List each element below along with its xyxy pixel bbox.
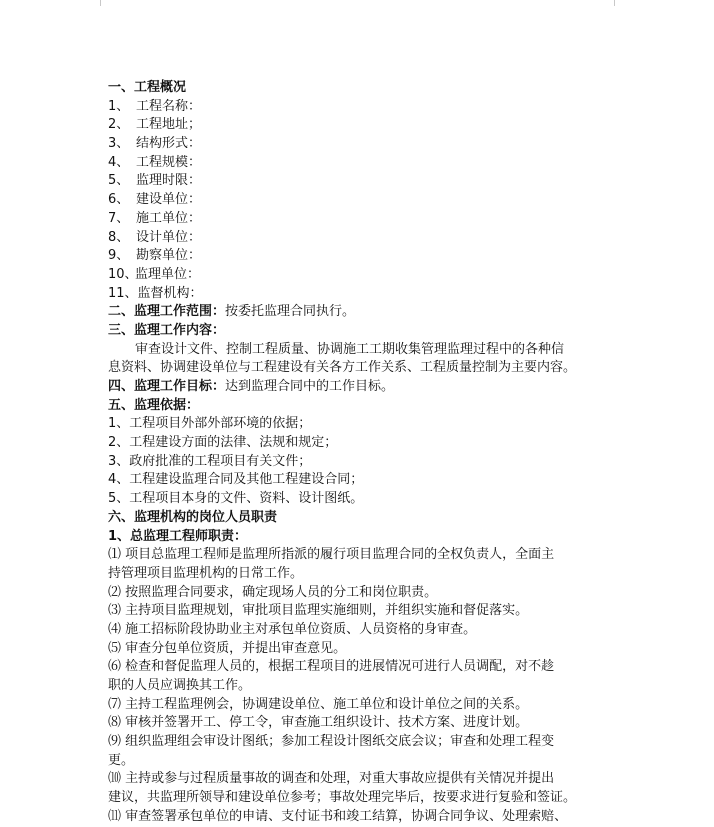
- document-body: [108, 79, 618, 827]
- paragraph-line: ⑺ 主持工程监理例会，协调建设单位、施工单位和设计单位之间的关系。: [108, 696, 529, 712]
- list-item: [108, 172, 618, 191]
- page-corner-mark-right: [614, 0, 627, 6]
- paragraph-line: ⑼ 组织监理组会审设计图纸；参加工程设计图纸交底会议；审查和处理工程变: [108, 734, 555, 750]
- list-item: 1、工程项目外部外部环境的依据；: [108, 416, 312, 432]
- list-item-number: 9、: [108, 248, 130, 264]
- list-item-text: 工程规模：: [136, 154, 202, 170]
- list-item: 5、工程项目本身的文件、资料、设计图纸。: [108, 491, 364, 507]
- list-item-text: 设计单位：: [136, 229, 202, 245]
- list-item: [108, 135, 618, 154]
- paragraph-line: ⑴ 项目总监理工程师是监理所指派的履行项目监理合同的全权负责人，全面主: [108, 547, 555, 563]
- section-heading-overview: 一、工程概况: [108, 80, 187, 95]
- paragraph-line: 审查设计文件、控制工程质量、协调施工工期收集管理监理过程中的各种信: [135, 341, 565, 357]
- list-item: [108, 116, 618, 135]
- list-item-text: 施工单位：: [136, 210, 202, 226]
- list-item-number: 2、: [108, 117, 130, 133]
- paragraph-line: 持管理项目监理机构的日常工作。: [108, 565, 304, 581]
- paragraph-line: 更。: [108, 752, 135, 768]
- list-item-number: 10、: [108, 266, 138, 282]
- list-item-number: 3、: [108, 136, 130, 152]
- section-scope-text: 按委托监理合同执行。: [225, 304, 356, 320]
- section-heading-scope: 二、监理工作范围：: [108, 304, 226, 320]
- list-item: 2、工程建设方面的法律、法规和规定；: [108, 435, 338, 451]
- list-item: [108, 98, 618, 117]
- list-item-number: 1、: [108, 98, 130, 114]
- paragraph-line: ⑶ 主持项目监理规划，审批项目监理实施细则，并组织实施和督促落实。: [108, 603, 529, 619]
- list-item: [108, 266, 618, 285]
- list-item: [108, 285, 618, 304]
- paragraph-line: 职的人员应调换其工作。: [108, 678, 252, 693]
- list-item-number: 7、: [108, 210, 130, 226]
- section-scope: [108, 303, 618, 322]
- list-item: 4、工程建设监理合同及其他工程建设合同；: [108, 472, 364, 488]
- list-item-number: 8、: [108, 229, 130, 245]
- list-item-number: 5、: [108, 173, 130, 189]
- section-goal: [108, 378, 618, 397]
- list-item: [108, 229, 618, 248]
- list-item: [108, 247, 618, 266]
- paragraph-line: ⑵ 按照监理合同要求，确定现场人员的分工和岗位职责。: [108, 584, 438, 600]
- list-item-text: 监督机构：: [137, 285, 203, 301]
- paragraph-line: 建议，共监理所领导和建设单位参考；事故处理完毕后，按要求进行复验和签证。: [108, 790, 577, 806]
- paragraph-line: ⑷ 施工招标阶段协助业主对承包单位资质、人员资格的身审查。: [108, 621, 477, 637]
- section-goal-text: 达到监理合同中的工作目标。: [225, 379, 395, 394]
- section-heading-duties: 六、监理机构的岗位人员职责: [108, 509, 278, 525]
- list-item-text: 监理单位：: [135, 266, 201, 282]
- list-item: [108, 191, 618, 210]
- list-item: 3、政府批准的工程项目有关文件；: [108, 453, 312, 469]
- list-item-number: 11、: [108, 285, 138, 301]
- list-item-number: 6、: [108, 192, 130, 208]
- page-corner-mark-left: [88, 0, 101, 6]
- list-item-text: 工程地址；: [136, 117, 202, 133]
- list-item-text: 勘察单位：: [136, 248, 202, 264]
- list-item: [108, 154, 618, 173]
- list-item-text: 工程名称：: [136, 98, 202, 114]
- section-heading-content: 三、监理工作内容：: [108, 322, 226, 338]
- list-item: [108, 210, 618, 229]
- section-heading-basis: 五、监理依据：: [108, 397, 200, 413]
- paragraph-line: ⑹ 检查和督促监理人员的，根据工程项目的进展情况可进行人员调配，对不趁: [108, 659, 555, 675]
- subsection-heading-chief-engineer: 1、总监理工程师职责：: [108, 528, 248, 544]
- list-item-number: 4、: [108, 154, 130, 170]
- paragraph-line: ⑸ 审查分包单位资质，并提出审查意见。: [108, 640, 347, 656]
- list-item-text: 结构形式：: [136, 136, 202, 152]
- paragraph-line: 息资料、协调建设单位与工程建设有关各方工作关系、工程质量控制为主要内容。: [108, 360, 577, 376]
- list-item-text: 监理时限：: [136, 173, 202, 189]
- paragraph-line: ⑻ 审核并签署开工、停工令，审查施工组织设计、技术方案、进度计划。: [108, 715, 529, 731]
- list-item-text: 建设单位：: [136, 192, 202, 208]
- section-heading-goal: 四、监理工作目标：: [108, 379, 226, 394]
- paragraph-line: ⑽ 主持或参与过程质量事故的调查和处理，对重大事故应提供有关情况并提出: [108, 771, 555, 787]
- paragraph-line: ⑾ 审查签署承包单位的申请、支付证书和竣工结算，协调合同争议、处理索赔、: [108, 808, 568, 824]
